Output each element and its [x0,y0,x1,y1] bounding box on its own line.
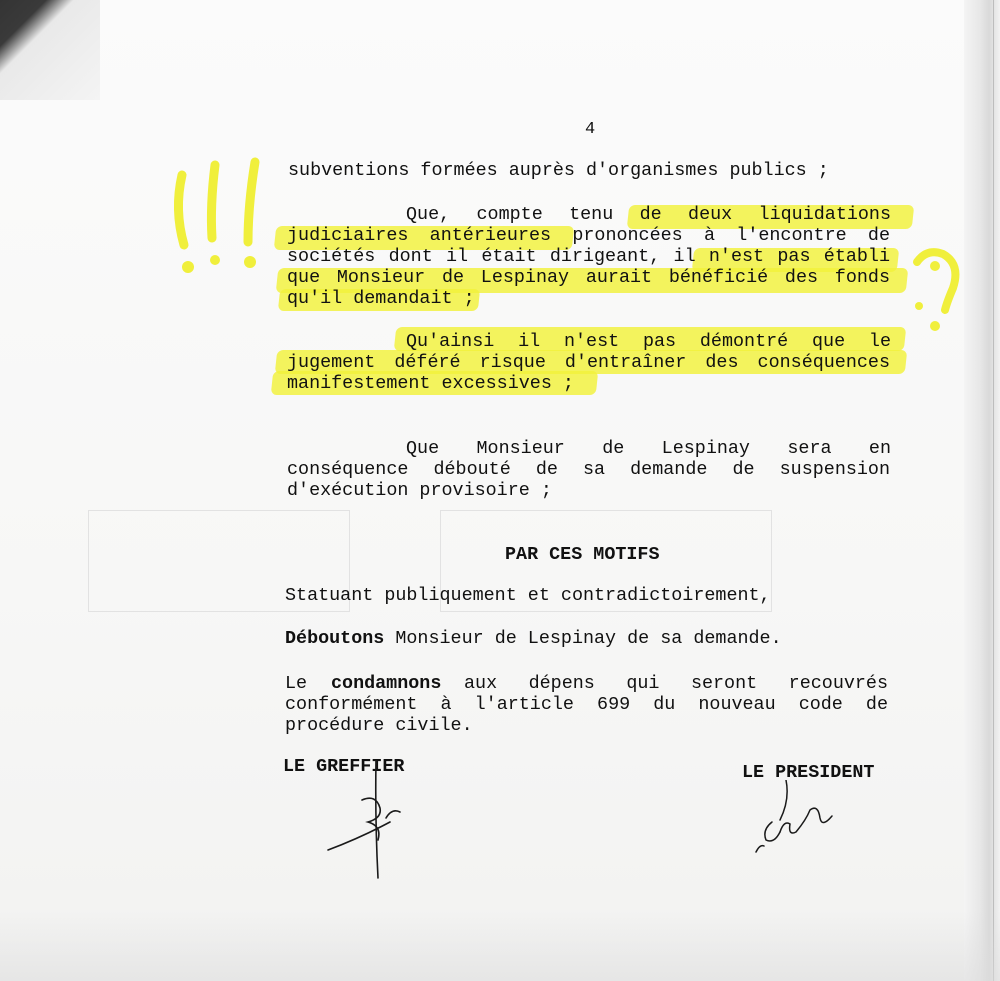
page-number: 4 [585,120,596,139]
bold-word: condamnons [331,673,442,694]
scan-shadow [0,911,1000,981]
text-word: Le [285,673,308,694]
text-line: qu'il demandait ; [287,288,475,309]
text-line: sociétés dont il était dirigeant, il n'est pas établi [287,246,890,267]
text-line: jugement déféré risque d'entraîner des conséquences [287,352,890,373]
text-line: judiciaires antérieures prononcées à l'encontre de [287,225,890,246]
text-span: Monsieur de Lespinay de sa demande. [384,628,782,649]
text-line: Statuant publiquement et contradictoirement, [285,585,771,606]
section-heading: PAR CES MOTIFS [505,544,660,565]
text-line: subventions formées auprès d'organismes publics ; [288,160,829,181]
text-line: d'exécution provisoire ; [287,480,552,501]
text-line: procédure civile. [285,715,473,736]
text-line: manifestement excessives ; [287,373,574,394]
greffier-signature [320,760,420,890]
bold-word: Déboutons [285,628,385,649]
paper-edge [964,0,1000,981]
text-line: Que, compte tenu de deux liquidations [406,204,891,225]
text-line: conséquence débouté de sa demande de suspension [287,459,890,480]
president-label: LE PRESIDENT [742,762,875,783]
text-line: que Monsieur de Lespinay aurait bénéficié des fonds [287,267,890,288]
text-line: conformément à l'article 699 du nouveau code de [285,694,888,715]
question-mark-annotation [905,240,975,340]
text-line: aux dépens qui seront recouvrés [464,673,888,694]
text-line: Qu'ainsi il n'est pas démontré que le [406,331,891,352]
text-line [285,628,782,649]
folded-corner [0,0,100,100]
exclamation-marks-annotation [160,150,280,280]
text-line: Que Monsieur de Lespinay sera en [406,438,891,459]
president-signature [750,780,850,860]
greffier-label: LE GREFFIER [283,756,405,777]
